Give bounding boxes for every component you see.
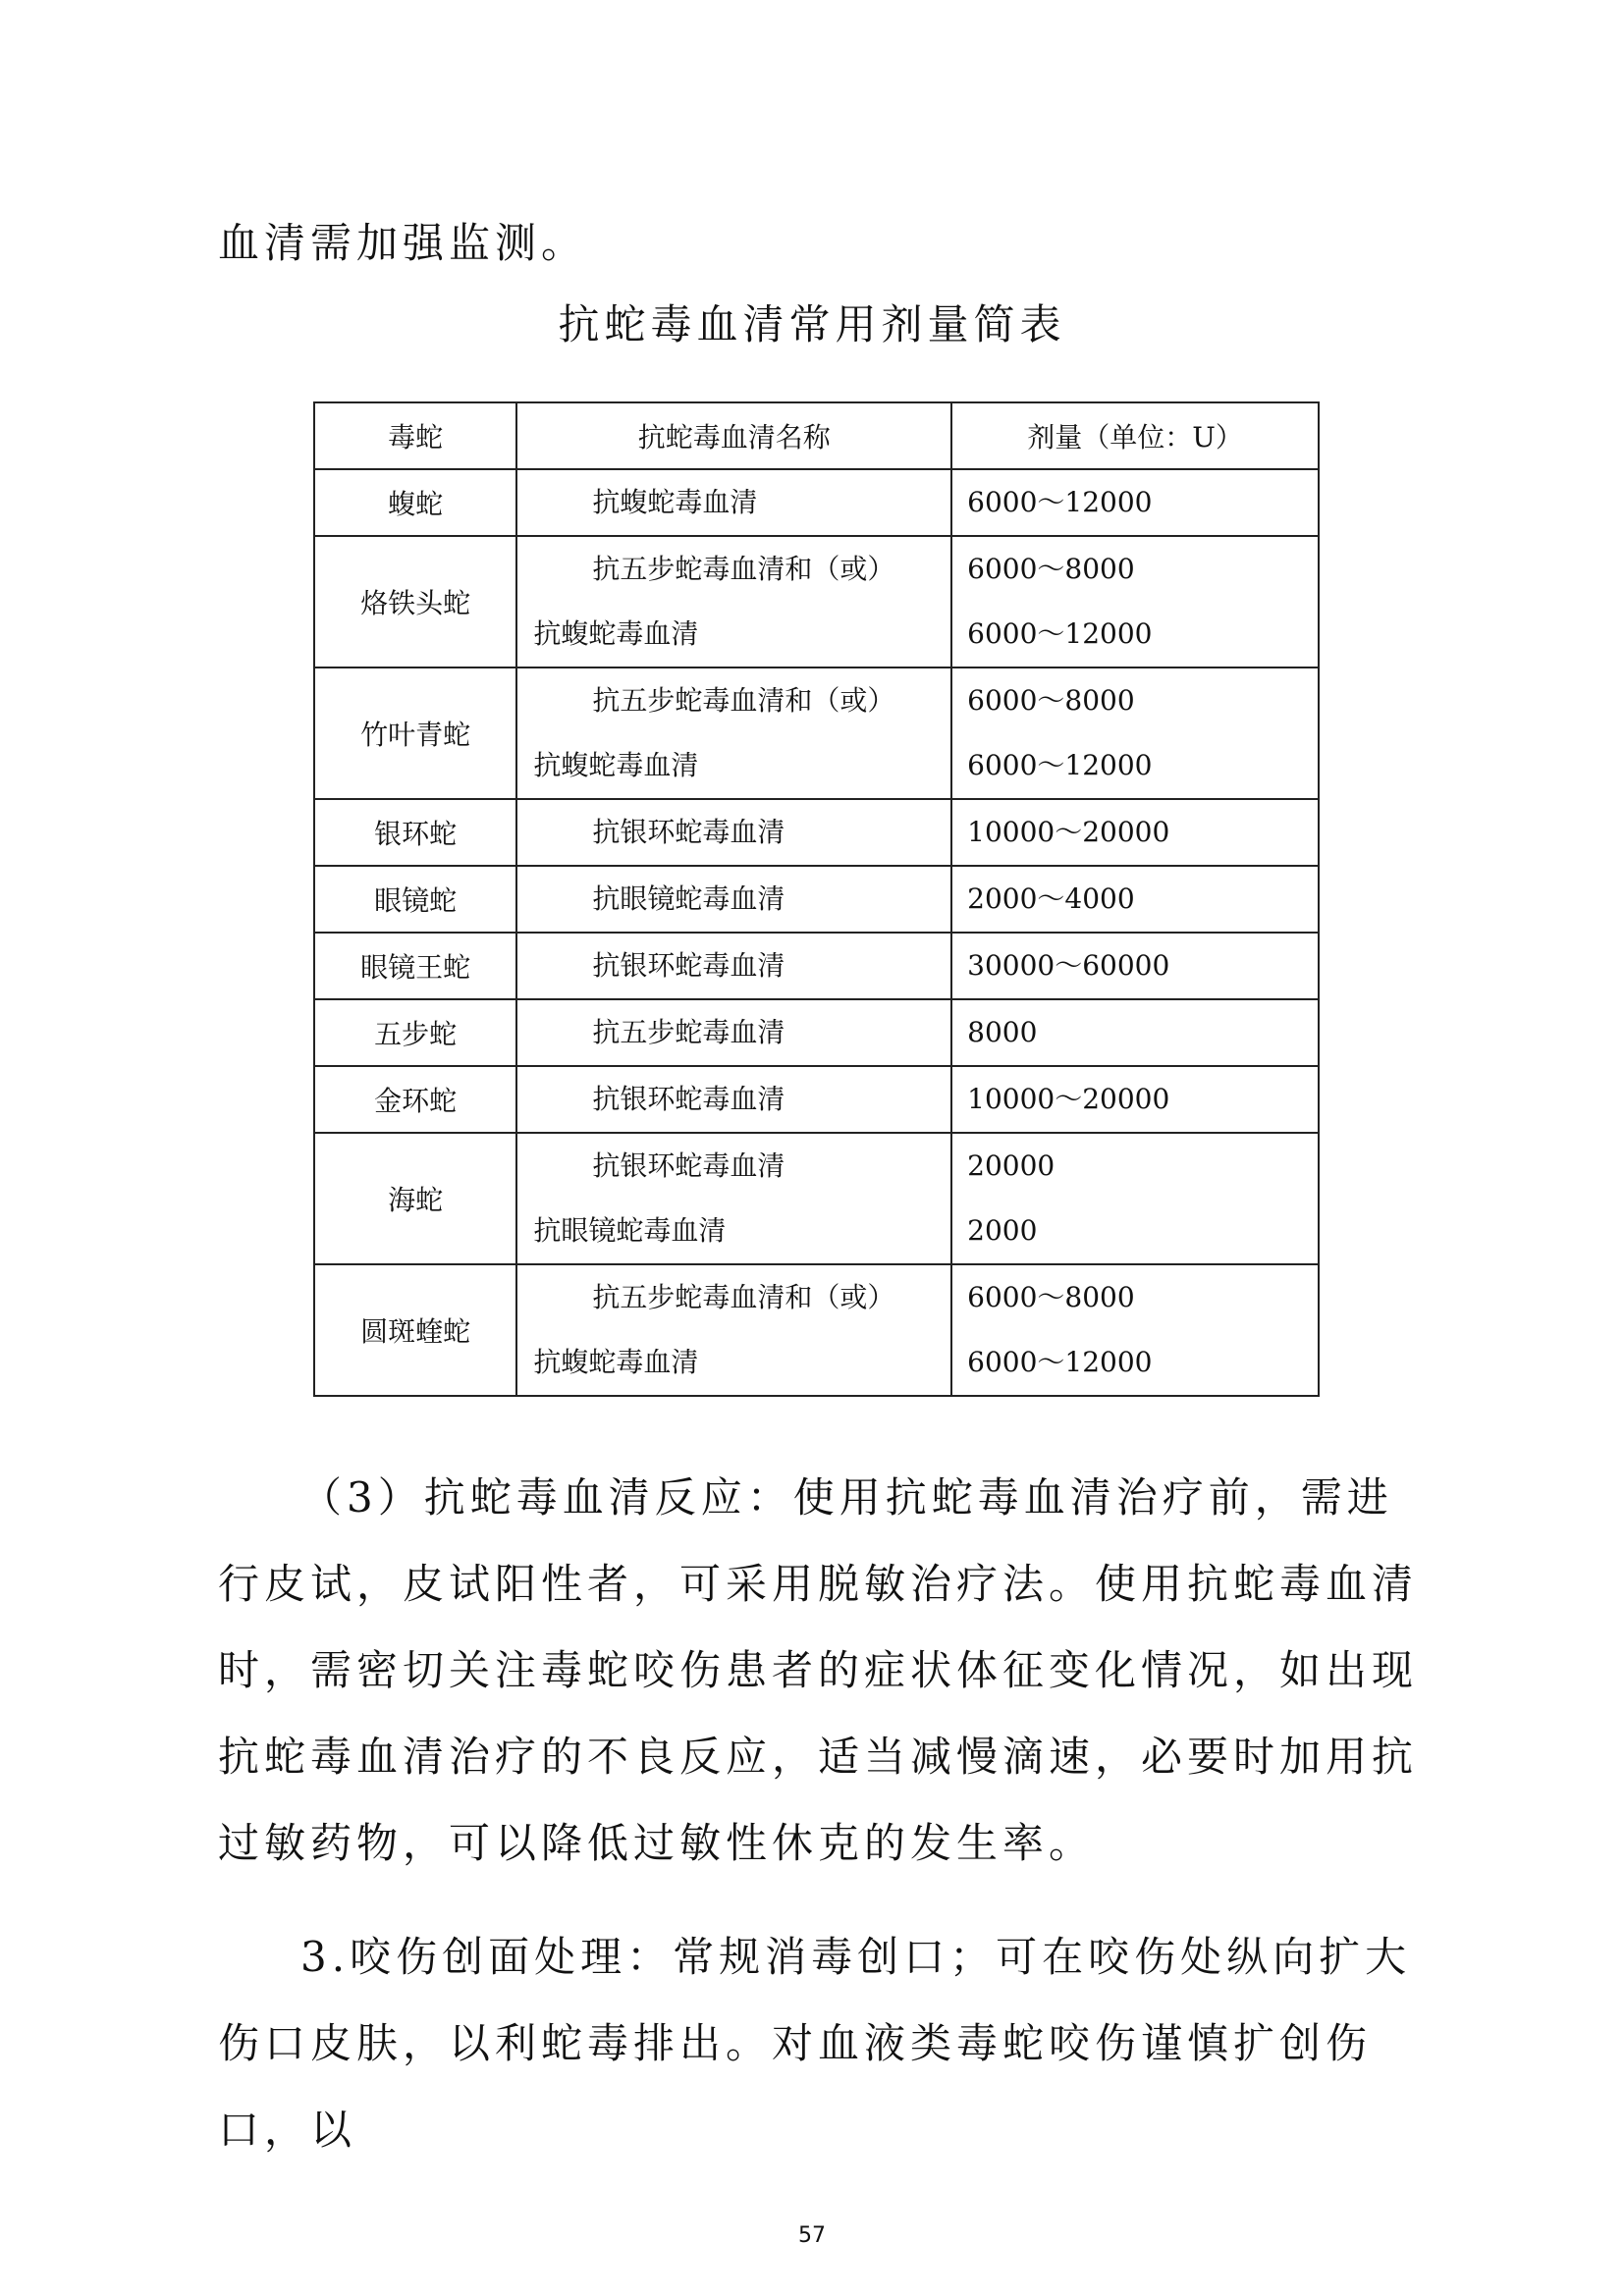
serum-cell: [516, 866, 951, 933]
table-row: [314, 1066, 1319, 1133]
intro-text: 血清需加强监测。: [218, 219, 588, 267]
table-header-row: [314, 402, 1319, 469]
serum-cell: [516, 469, 951, 536]
header-serum: 抗蛇毒血清名称: [516, 402, 951, 469]
dose-cell: [951, 933, 1319, 999]
dose-value: 10000～20000: [967, 816, 1170, 848]
paragraph-wound-treatment: 3.咬伤创面处理：常规消毒创口；可在咬伤处纵向扩大伤口皮肤，以利蛇毒排出。对血液类毒蛇咬伤谨慎扩创伤口，以: [218, 1933, 1412, 2154]
table-row: [314, 933, 1319, 999]
serum-name: 抗蝮蛇毒血清: [533, 1346, 699, 1378]
dose-cell: [951, 536, 1319, 667]
table-title: 抗蛇毒血清常用剂量简表: [558, 300, 1066, 348]
serum-name: 抗银环蛇毒血清: [592, 816, 785, 848]
table-row: [314, 469, 1319, 536]
serum-name: 抗五步蛇毒血清和（或）: [592, 1281, 895, 1313]
dose-value: 30000～60000: [967, 949, 1170, 982]
dose-cell: [951, 866, 1319, 933]
serum-cell: [516, 1066, 951, 1133]
table-row: [314, 799, 1319, 866]
dose-value: 6000～12000: [967, 486, 1153, 518]
serum-cell: [516, 933, 951, 999]
snake-cell: 圆斑蝰蛇: [314, 1264, 516, 1396]
dose-value: 2000: [967, 1214, 1038, 1247]
header-snake: 毒蛇: [314, 402, 516, 469]
serum-name: 抗蝮蛇毒血清: [533, 749, 699, 781]
table-row: [314, 536, 1319, 667]
snake-cell: 蝮蛇: [314, 469, 516, 536]
serum-name: 抗蝮蛇毒血清: [592, 486, 758, 518]
dose-cell: [951, 1133, 1319, 1264]
snake-cell: 烙铁头蛇: [314, 536, 516, 667]
dose-table: [313, 401, 1320, 1397]
serum-cell: [516, 667, 951, 799]
dose-value: 6000～8000: [967, 684, 1135, 717]
serum-cell: [516, 1264, 951, 1396]
dose-value: 6000～12000: [967, 1346, 1153, 1378]
serum-name: 抗银环蛇毒血清: [592, 949, 785, 982]
dose-cell: [951, 1264, 1319, 1396]
dose-value: 10000～20000: [967, 1083, 1170, 1115]
serum-cell: [516, 1133, 951, 1264]
serum-cell: [516, 999, 951, 1066]
snake-cell: 眼镜王蛇: [314, 933, 516, 999]
dose-value: 8000: [967, 1016, 1038, 1048]
snake-cell: 五步蛇: [314, 999, 516, 1066]
snake-cell: 竹叶青蛇: [314, 667, 516, 799]
snake-cell: 眼镜蛇: [314, 866, 516, 933]
snake-cell: 银环蛇: [314, 799, 516, 866]
header-dose: 剂量（单位：U）: [951, 402, 1319, 469]
page-number: 57: [798, 2223, 826, 2248]
serum-name: 抗银环蛇毒血清: [592, 1149, 785, 1182]
table-row: [314, 1133, 1319, 1264]
dose-value: 6000～8000: [967, 1281, 1135, 1313]
dose-cell: [951, 1066, 1319, 1133]
serum-cell: [516, 799, 951, 866]
serum-cell: [516, 536, 951, 667]
dose-cell: [951, 999, 1319, 1066]
dose-cell: [951, 667, 1319, 799]
serum-name: 抗眼镜蛇毒血清: [592, 882, 785, 915]
serum-name: 抗五步蛇毒血清: [592, 1016, 785, 1048]
serum-name: 抗蝮蛇毒血清: [533, 617, 699, 650]
serum-name: 抗眼镜蛇毒血清: [533, 1214, 727, 1247]
dose-value: 20000: [967, 1149, 1056, 1182]
table-row: [314, 1264, 1319, 1396]
serum-name: 抗五步蛇毒血清和（或）: [592, 553, 895, 585]
serum-name: 抗银环蛇毒血清: [592, 1083, 785, 1115]
dose-value: 6000～12000: [967, 617, 1153, 650]
dose-value: 2000～4000: [967, 882, 1135, 915]
dose-cell: [951, 469, 1319, 536]
serum-name: 抗五步蛇毒血清和（或）: [592, 684, 895, 717]
table-row: [314, 667, 1319, 799]
dose-cell: [951, 799, 1319, 866]
snake-cell: 金环蛇: [314, 1066, 516, 1133]
paragraph-antivenom-reaction: （3）抗蛇毒血清反应：使用抗蛇毒血清治疗前，需进行皮试，皮试阳性者，可采用脱敏治疗法。使用抗蛇毒血清时，需密切关注毒蛇咬伤患者的症状体征变化情况，如出现抗蛇毒血清治疗的不良反应，适当减慢滴速，必要时加用抗过敏药物，可以降低过敏性休克的发生率。: [218, 1473, 1419, 1867]
table-row: [314, 866, 1319, 933]
snake-cell: 海蛇: [314, 1133, 516, 1264]
dose-value: 6000～12000: [967, 749, 1153, 781]
table-row: [314, 999, 1319, 1066]
dose-value: 6000～8000: [967, 553, 1135, 585]
